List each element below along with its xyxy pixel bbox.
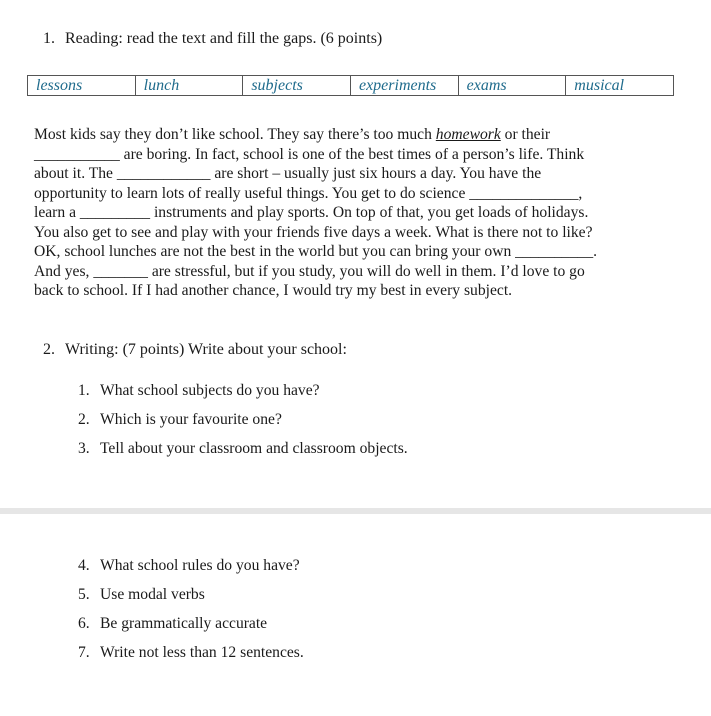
list-number: 2.	[78, 411, 90, 428]
reading-line: about it. The ____________ are short – usually just six hours a day. You have the	[34, 165, 542, 182]
writing-questions-list	[78, 381, 408, 468]
section-1-heading	[43, 29, 382, 49]
list-item	[78, 643, 304, 672]
list-text: What school rules do you have?	[100, 557, 300, 574]
list-item	[78, 556, 304, 585]
reading-segment: Most kids say they don’t like school. They say there’s too much	[34, 126, 436, 143]
reading-line: back to school. If I had another chance, I would try my best in every subject.	[34, 282, 513, 299]
list-number: 3.	[78, 440, 90, 457]
reading-line: opportunity to learn lots of really useful things. You get to do science ______________,	[34, 184, 583, 202]
list-number: 4.	[78, 557, 90, 574]
list-number: 1.	[78, 382, 90, 399]
list-text: Write not less than 12 sentences.	[100, 644, 304, 661]
word-bank-item: exams	[458, 76, 566, 96]
section-1-number: 1.	[43, 30, 55, 47]
list-number: 5.	[78, 586, 90, 603]
writing-questions-list-continued	[78, 556, 304, 672]
reading-line: learn a _________ instruments and play sports. On top of that, you get loads of holidays.	[34, 204, 589, 221]
list-item	[78, 614, 304, 643]
page-two	[0, 514, 711, 716]
reading-line: And yes, _______ are stressful, but if you study, you will do well in them. I’d love to go	[34, 262, 585, 280]
section-1-title: Reading: read the text and fill the gaps. (6 points)	[65, 30, 383, 47]
list-item	[78, 585, 304, 614]
reading-text	[34, 125, 654, 301]
list-item	[78, 439, 408, 468]
word-bank-item: subjects	[243, 76, 351, 96]
list-text: Use modal verbs	[100, 586, 205, 603]
reading-line: ___________ are boring. In fact, school is one of the best times of a person’s life. Think	[34, 145, 585, 163]
list-number: 7.	[78, 644, 90, 661]
list-item	[78, 381, 408, 410]
word-bank-item: experiments	[350, 76, 458, 96]
reading-line: OK, school lunches are not the best in the world but you can bring your own __________.	[34, 243, 598, 260]
reading-line: You also get to see and play with your friends five days a week. What is there not to like?	[34, 223, 593, 241]
homework-word: homework	[435, 126, 501, 143]
section-2-title: Writing: (7 points) Write about your school:	[65, 341, 347, 358]
section-2-number: 2.	[43, 341, 55, 358]
list-item	[78, 410, 408, 439]
word-bank-item: musical	[566, 76, 674, 96]
word-bank-item: lessons	[28, 76, 136, 96]
section-2-heading	[43, 340, 347, 360]
list-text: Be grammatically accurate	[100, 615, 268, 632]
list-text: Tell about your classroom and classroom objects.	[100, 440, 408, 457]
word-bank-table	[27, 75, 674, 96]
reading-segment: or their	[500, 126, 551, 143]
list-text: Which is your favourite one?	[100, 411, 282, 428]
list-number: 6.	[78, 615, 90, 632]
reading-line	[34, 125, 654, 145]
list-text: What school subjects do you have?	[100, 382, 320, 399]
word-bank-item: lunch	[135, 76, 243, 96]
